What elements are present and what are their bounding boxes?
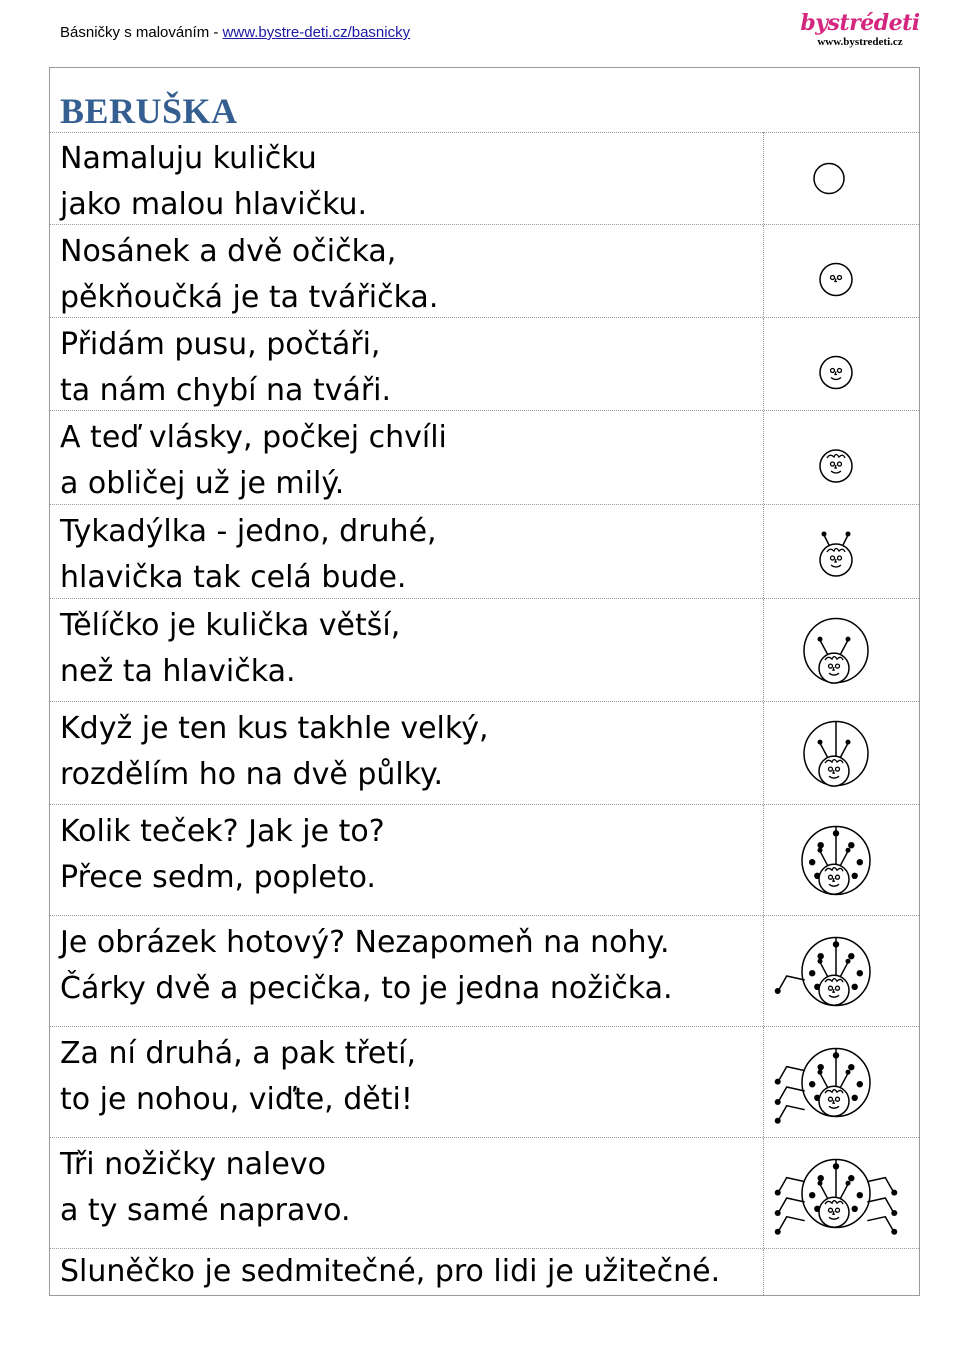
logo-url: www.bystredeti.cz <box>817 36 903 48</box>
logo-name: bystrédeti <box>800 10 920 36</box>
poem-title: BERUŠKA <box>60 91 238 131</box>
body-spot <box>857 1081 863 1087</box>
mouth <box>831 471 841 473</box>
poem-row <box>50 1249 919 1295</box>
antenna <box>820 743 828 758</box>
ladybug-drawing <box>764 805 920 916</box>
poem-row <box>50 916 919 1027</box>
leg <box>867 1178 893 1192</box>
body-spot <box>833 1052 839 1058</box>
verse <box>60 1031 416 1123</box>
verse-line: Je obrázek hotový? Nezapomeň na nohy. <box>60 925 670 960</box>
body-spot <box>833 941 839 947</box>
verse-line: Přece sedm, popleto. <box>60 860 376 895</box>
verse-line: rozdělím ho na dvě půlky. <box>60 757 444 792</box>
antenna <box>824 535 829 545</box>
eye <box>838 556 842 560</box>
body-spot <box>809 970 815 976</box>
drawing-cell <box>763 916 920 1026</box>
verse <box>60 603 400 695</box>
ladybug-drawing <box>764 411 920 505</box>
eye <box>831 462 835 466</box>
drawing-cell <box>763 1027 920 1137</box>
ladybug-drawing <box>764 318 920 411</box>
logo <box>800 10 920 54</box>
verse <box>60 1249 720 1295</box>
poem-sheet <box>49 67 920 1296</box>
body-spot <box>809 1192 815 1198</box>
verse <box>60 706 488 798</box>
body-spot <box>852 984 858 990</box>
poem-row <box>50 411 919 505</box>
body-spot <box>852 1206 858 1212</box>
mouth <box>831 378 841 380</box>
verse <box>60 920 673 1012</box>
verse-line: Přidám pusu, počtáři, <box>60 327 381 362</box>
verse-line: Když je ten kus takhle velký, <box>60 711 489 746</box>
drawing-cell <box>763 318 920 410</box>
header-link[interactable]: www.bystre-deti.cz/basnicky <box>222 24 411 41</box>
verse <box>60 136 367 228</box>
body-spot <box>857 970 863 976</box>
poem-row <box>50 1138 919 1249</box>
antenna <box>840 743 848 758</box>
drawing-cell <box>763 132 920 224</box>
verse-line: ta nám chybí na tváři. <box>60 373 392 408</box>
ladybug-drawing <box>764 132 920 225</box>
verse <box>60 229 438 321</box>
verse-line: Nosánek a dvě očička, <box>60 234 397 269</box>
verse-line: Tělíčko je kulička větší, <box>60 608 401 643</box>
verse-line: Za ní druhá, a pak třetí, <box>60 1036 417 1071</box>
verse <box>60 322 391 414</box>
verse-line: Tři nožičky nalevo <box>60 1147 326 1182</box>
nose <box>835 465 837 468</box>
leg <box>779 1067 805 1081</box>
ladybug-drawing <box>764 702 920 805</box>
verse-line: Čárky dvě a pecička, to je jedna nožička. <box>60 971 673 1006</box>
leg <box>867 1198 893 1212</box>
ladybug-drawing <box>764 225 920 318</box>
poem-row <box>50 805 919 916</box>
drawing-cell <box>763 599 920 701</box>
antenna <box>840 962 848 977</box>
body-spot <box>818 953 824 959</box>
verse <box>60 509 437 601</box>
body-spot <box>848 842 854 848</box>
verse <box>60 415 447 507</box>
poem-row <box>50 599 919 702</box>
poem-row <box>50 318 919 411</box>
nose <box>835 279 837 282</box>
eye <box>838 462 842 466</box>
ladybug-drawing <box>764 599 920 702</box>
verse <box>60 809 385 901</box>
verse-line: a obličej už je milý. <box>60 466 345 501</box>
nose <box>835 559 837 562</box>
page-header <box>60 24 410 41</box>
eye <box>831 369 835 373</box>
verse-line: Tykadýlka - jedno, druhé, <box>60 514 437 549</box>
hair <box>827 455 845 459</box>
body-spot <box>852 873 858 879</box>
verse-line: a ty samé napravo. <box>60 1193 351 1228</box>
antenna <box>840 640 848 655</box>
poem-row <box>50 505 919 599</box>
ladybug-drawing <box>764 1027 920 1138</box>
verse <box>60 1142 350 1234</box>
verse-line: hlavička tak celá bude. <box>60 560 407 595</box>
body-spot <box>809 1081 815 1087</box>
antenna <box>840 851 848 866</box>
poem-row <box>50 702 919 805</box>
drawing-cell <box>763 1249 920 1295</box>
antenna <box>843 535 848 545</box>
body-spot <box>848 953 854 959</box>
title-row <box>50 68 919 133</box>
header-caption: Básničky s malováním - <box>60 24 223 41</box>
leg <box>779 1198 805 1212</box>
verse-line: to je nohou, viďte, děti! <box>60 1082 413 1117</box>
poem-row <box>50 225 919 318</box>
verse-line: Kolik teček? Jak je to? <box>60 814 385 849</box>
body-spot <box>818 842 824 848</box>
drawing-cell <box>763 411 920 504</box>
leg <box>779 1087 805 1101</box>
body-spot <box>833 1163 839 1169</box>
ladybug-drawing <box>764 505 920 599</box>
eye <box>831 276 835 280</box>
verse-line: Namaluju kuličku <box>60 141 317 176</box>
leg <box>779 1178 805 1192</box>
verse-line: pěkňoučká je ta tvářička. <box>60 280 439 315</box>
body-spot <box>857 1192 863 1198</box>
body-spot <box>818 1064 824 1070</box>
antenna <box>840 1073 848 1088</box>
body-spot <box>857 859 863 865</box>
poem-row <box>50 132 919 225</box>
drawing-cell <box>763 505 920 598</box>
verse-line: jako malou hlavičku. <box>60 187 368 222</box>
eye <box>838 276 842 280</box>
drawing-cell <box>763 805 920 915</box>
verse-line: než ta hlavička. <box>60 654 296 689</box>
eye <box>831 556 835 560</box>
leg <box>779 1106 805 1120</box>
leg <box>867 1217 893 1231</box>
body-spot <box>833 830 839 836</box>
hair <box>827 549 845 553</box>
ladybug-drawing <box>764 1138 920 1249</box>
antenna <box>840 1184 848 1199</box>
body-spot <box>852 1095 858 1101</box>
body-spot <box>848 1175 854 1181</box>
drawing-cell <box>763 1138 920 1248</box>
head-circle <box>814 164 844 194</box>
antenna <box>820 962 828 977</box>
verse-line: Sluněčko je sedmitečné, pro lidi je užitečné. <box>60 1254 721 1289</box>
eye <box>838 369 842 373</box>
body-spot <box>848 1064 854 1070</box>
leg <box>779 1217 805 1231</box>
body-spot <box>818 1175 824 1181</box>
verse-line: A teď vlásky, počkej chvíli <box>60 420 447 455</box>
antenna <box>820 1073 828 1088</box>
nose <box>835 372 837 375</box>
drawing-cell <box>763 225 920 317</box>
leg <box>779 976 805 990</box>
drawing-cell <box>763 702 920 804</box>
antenna <box>820 851 828 866</box>
mouth <box>831 565 841 567</box>
antenna <box>820 1184 828 1199</box>
poem-row <box>50 1027 919 1138</box>
ladybug-drawing <box>764 916 920 1027</box>
antenna <box>820 640 828 655</box>
body-spot <box>809 859 815 865</box>
